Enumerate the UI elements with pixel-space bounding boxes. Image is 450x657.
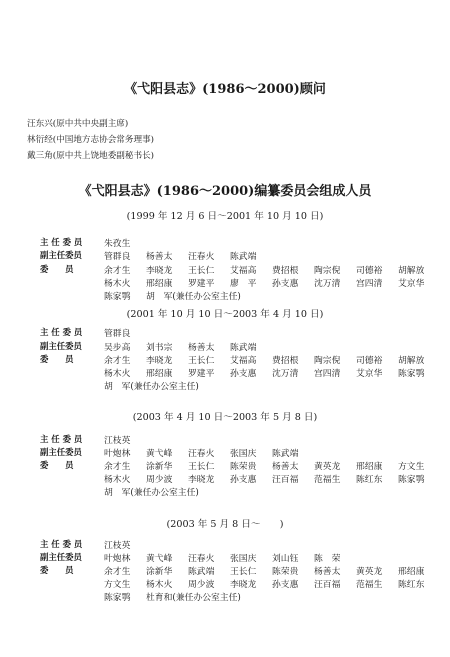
director-row (0, 236, 450, 249)
person-name: 吴步高 (104, 343, 131, 353)
person-name: 叶炮林 (104, 554, 131, 564)
person-name: 邢绍康 (398, 567, 425, 577)
person-name: 李晓龙 (230, 580, 257, 590)
member-row (0, 485, 450, 498)
person-name: 杨善太 (314, 567, 341, 577)
person-name: 胡解放 (398, 266, 425, 276)
name-list (104, 590, 241, 603)
person-name: 王长仁 (188, 462, 215, 472)
member-row (0, 590, 450, 603)
person-name: 涂新华 (146, 567, 173, 577)
person-name: 王长仁 (188, 356, 215, 366)
role-label: 委 员 (40, 460, 74, 470)
person-name: 邢绍康 (356, 462, 383, 472)
person-name: 艾福高 (230, 356, 257, 366)
name-list (104, 379, 199, 392)
name-list (104, 276, 440, 289)
person-name: 黄弋峰 (146, 449, 173, 459)
person-name: 艾京华 (356, 369, 383, 379)
name-list (104, 485, 199, 498)
role-label: 委 员 (40, 264, 74, 274)
advisors-title: 《弋阳县志》(1986～2000)顾问 (124, 82, 326, 97)
person-name: 陈武端 (272, 449, 299, 459)
person-name: 费招根 (272, 266, 299, 276)
person-name: 陈荣贵 (272, 567, 299, 577)
name-list (104, 249, 272, 262)
person-name: 余才生 (104, 356, 131, 366)
person-name: 陈红东 (398, 580, 425, 590)
person-name: 罗建平 (188, 279, 215, 289)
person-name: 胡 军(兼任办公室主任) (146, 292, 241, 302)
person-name: 陈武端 (230, 252, 257, 262)
person-name: 朱孜生 (104, 239, 131, 249)
member-row (0, 472, 450, 485)
person-name: 李晓龙 (188, 475, 215, 485)
name-list (104, 433, 146, 446)
person-name: 范福生 (314, 475, 341, 485)
person-name: 陈武端 (188, 567, 215, 577)
person-name: 江枝英 (104, 541, 131, 551)
member-row (0, 276, 450, 289)
member-row (0, 577, 450, 590)
person-name: 张国庆 (230, 449, 257, 459)
person-name: 黄英龙 (356, 567, 383, 577)
person-name: 杨木火 (146, 580, 173, 590)
person-name: 杨木火 (104, 369, 131, 379)
member-row (0, 459, 450, 472)
person-name: 艾福高 (230, 266, 257, 276)
name-list (104, 289, 241, 302)
person-name: 杨善太 (146, 252, 173, 262)
role-label: 主 任 委 员 (40, 237, 83, 247)
deputy-row (0, 249, 450, 262)
person-name: 罗建平 (188, 369, 215, 379)
director-row (0, 433, 450, 446)
person-name: 陈 荣 (314, 554, 341, 564)
person-name: 陈红东 (356, 475, 383, 485)
name-list (104, 551, 356, 564)
person-name: 陈家鹗 (104, 292, 131, 302)
person-name: 余才生 (104, 266, 131, 276)
person-name: 司德裕 (356, 356, 383, 366)
person-name: 陶宗倪 (314, 266, 341, 276)
person-name: 刘书宗 (146, 343, 173, 353)
person-name: 杨善太 (272, 462, 299, 472)
person-name: 李晓龙 (146, 356, 173, 366)
role-label: 副主任委员 (40, 341, 82, 351)
person-name: 方文生 (398, 462, 425, 472)
person-name: 汪春火 (188, 449, 215, 459)
member-row (0, 366, 450, 379)
period-dates: (2003 年 4 月 10 日～2003 年 5 月 8 日) (132, 412, 318, 423)
person-name: 江枝英 (104, 436, 131, 446)
person-name: 叶炮林 (104, 449, 131, 459)
deputy-row (0, 340, 450, 353)
person-name: 杜育和(兼任办公室主任) (146, 593, 241, 603)
person-name: 汪春火 (188, 554, 215, 564)
name-list (104, 446, 314, 459)
person-name: 管群良 (104, 329, 131, 339)
person-name: 陈家鹗 (398, 475, 425, 485)
person-name: 廖 平 (230, 279, 257, 289)
person-name: 周少波 (146, 475, 173, 485)
period-dates: (2001 年 10 月 10 日～2003 年 4 月 10 日) (126, 309, 324, 320)
person-name: 司德裕 (356, 266, 383, 276)
person-name: 沈万清 (272, 369, 299, 379)
person-name: 陈家鹗 (398, 369, 425, 379)
name-list (104, 538, 146, 551)
name-list (104, 263, 440, 276)
committee-title: 《弋阳县志》(1986～2000)编纂委员会组成人员 (78, 184, 372, 199)
member-row (0, 353, 450, 366)
deputy-row (0, 446, 450, 459)
name-list (104, 340, 272, 353)
name-list (104, 353, 440, 366)
name-list (104, 564, 440, 577)
name-list (104, 366, 440, 379)
role-label: 主 任 委 员 (40, 434, 83, 444)
name-list (104, 472, 440, 485)
person-name: 周少波 (188, 580, 215, 590)
person-name: 陶宗倪 (314, 356, 341, 366)
member-row (0, 289, 450, 302)
person-name: 沈万清 (314, 279, 341, 289)
member-row (0, 564, 450, 577)
advisor-entry: 戴三角(原中共上饶地委副秘书长) (27, 151, 155, 161)
person-name: 胡解放 (398, 356, 425, 366)
person-name: 费招根 (272, 356, 299, 366)
person-name: 余才生 (104, 462, 131, 472)
advisor-entry: 汪东兴(原中共中央副主席) (27, 119, 129, 129)
person-name: 王长仁 (230, 567, 257, 577)
person-name: 邢绍康 (146, 279, 173, 289)
person-name: 陈荣贵 (230, 462, 257, 472)
person-name: 余才生 (104, 567, 131, 577)
person-name: 汪春火 (188, 252, 215, 262)
person-name: 杨善太 (188, 343, 215, 353)
deputy-row (0, 551, 450, 564)
person-name: 刘山钰 (272, 554, 299, 564)
name-list (104, 326, 146, 339)
person-name: 胡 军(兼任办公室主任) (104, 382, 199, 392)
role-label: 委 员 (40, 354, 74, 364)
role-label: 副主任委员 (40, 447, 82, 457)
role-label: 副主任委员 (40, 552, 82, 562)
name-list (104, 459, 440, 472)
person-name: 陈武端 (230, 343, 257, 353)
person-name: 管群良 (104, 252, 131, 262)
person-name: 汪百福 (272, 475, 299, 485)
person-name: 邢绍康 (146, 369, 173, 379)
person-name: 宫四清 (314, 369, 341, 379)
person-name: 黄英龙 (314, 462, 341, 472)
person-name: 涂新华 (146, 462, 173, 472)
name-list (104, 577, 440, 590)
role-label: 主 任 委 员 (40, 539, 83, 549)
role-label: 副主任委员 (40, 250, 82, 260)
person-name: 宫四清 (356, 279, 383, 289)
person-name: 李晓龙 (146, 266, 173, 276)
member-row (0, 263, 450, 276)
period-dates: (1999 年 12 月 6 日～2001 年 10 月 10 日) (126, 211, 324, 222)
person-name: 孙支惠 (272, 279, 299, 289)
person-name: 王长仁 (188, 266, 215, 276)
person-name: 孙支惠 (230, 369, 257, 379)
person-name: 胡 军(兼任办公室主任) (104, 488, 199, 498)
person-name: 黄弋峰 (146, 554, 173, 564)
person-name: 张国庆 (230, 554, 257, 564)
role-label: 主 任 委 员 (40, 327, 83, 337)
person-name: 孙支惠 (230, 475, 257, 485)
advisor-entry: 林衍经(中国地方志协会常务理事) (27, 135, 155, 145)
member-row (0, 379, 450, 392)
person-name: 杨木火 (104, 279, 131, 289)
person-name: 汪百福 (314, 580, 341, 590)
person-name: 陈家鹗 (104, 593, 131, 603)
name-list (104, 236, 146, 249)
person-name: 范福生 (356, 580, 383, 590)
director-row (0, 538, 450, 551)
director-row (0, 326, 450, 339)
period-dates: (2003 年 5 月 8 日～ ) (166, 519, 284, 530)
person-name: 杨木火 (104, 475, 131, 485)
person-name: 方文生 (104, 580, 131, 590)
person-name: 艾京华 (398, 279, 425, 289)
person-name: 孙支惠 (272, 580, 299, 590)
role-label: 委 员 (40, 565, 74, 575)
